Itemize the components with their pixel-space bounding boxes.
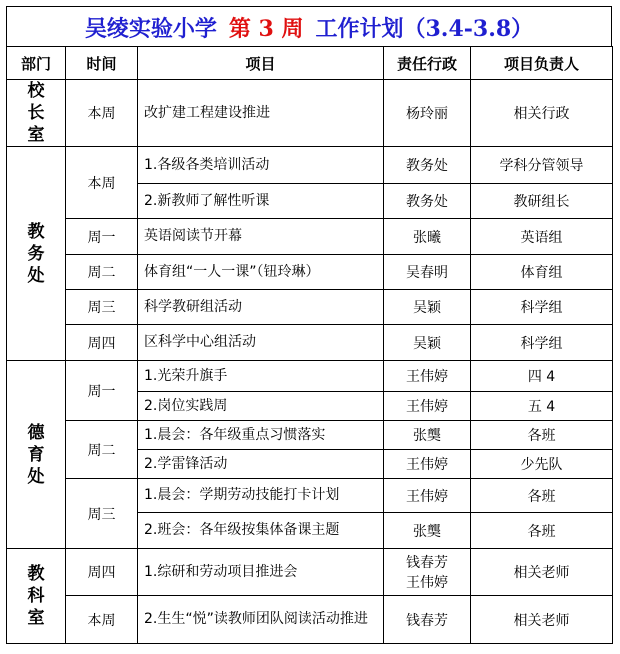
row-time: 周四 (66, 325, 138, 361)
row-item: 1.晨会：学期劳动技能打卡计划 (138, 479, 384, 513)
table-row (7, 361, 613, 392)
dept-moral: 德 育 处 (7, 361, 66, 549)
title-plan: 工作计划（3.4-3.8） (315, 15, 534, 42)
row-owner: 英语组 (471, 219, 613, 255)
document-title (6, 6, 612, 47)
header-dept: 部门 (7, 47, 66, 80)
header-row (7, 47, 613, 80)
row-lead-second: 王伟婷 (406, 575, 448, 591)
table-row (7, 421, 613, 450)
row-lead: 王伟婷 (384, 479, 471, 513)
row-time: 周二 (66, 421, 138, 479)
row-time: 周三 (66, 479, 138, 549)
title-school: 吴绫实验小学 (84, 15, 217, 42)
row-owner: 相关行政 (471, 80, 613, 147)
row-lead: 钱春芳 (384, 596, 471, 644)
row-owner: 少先队 (471, 450, 613, 479)
header-admin: 责任行政 (384, 47, 471, 80)
table-row (7, 479, 613, 513)
row-owner: 各班 (471, 513, 613, 549)
plan-document (6, 6, 612, 644)
row-lead: 吴颖 (384, 290, 471, 325)
row-item: 区科学中心组活动 (138, 325, 384, 361)
row-item: 1.光荣升旗手 (138, 361, 384, 392)
header-time: 时间 (66, 47, 138, 80)
table-row (7, 219, 613, 255)
row-lead: 杨玲丽 (384, 80, 471, 147)
row-time: 周三 (66, 290, 138, 325)
dept-research: 教 科 室 (7, 549, 66, 644)
table-row (7, 549, 613, 596)
row-lead: 张龑 (384, 421, 471, 450)
row-time: 本周 (66, 80, 138, 147)
row-item: 1.各级各类培训活动 (138, 147, 384, 184)
row-lead-multi (384, 549, 471, 596)
row-owner: 四 4 (471, 361, 613, 392)
row-item: 2.岗位实践周 (138, 392, 384, 421)
row-item: 2.学雷锋活动 (138, 450, 384, 479)
title-week: 第 3 周 (228, 15, 304, 42)
row-item: 2.生生“悦”读教师团队阅读活动推进 (138, 596, 384, 644)
row-owner: 相关老师 (471, 596, 613, 644)
row-time: 周一 (66, 219, 138, 255)
row-time: 周一 (66, 361, 138, 421)
row-owner: 各班 (471, 479, 613, 513)
row-lead: 教务处 (384, 184, 471, 219)
row-time: 周二 (66, 255, 138, 290)
row-owner: 教研组长 (471, 184, 613, 219)
row-owner: 学科分管领导 (471, 147, 613, 184)
row-lead: 张龑 (384, 513, 471, 549)
dept-principal: 校 长 室 (7, 80, 66, 147)
row-time: 本周 (66, 596, 138, 644)
row-lead: 王伟婷 (384, 361, 471, 392)
row-item: 体育组“一人一课”（钮玲琳） (138, 255, 384, 290)
row-lead: 张曦 (384, 219, 471, 255)
row-lead: 王伟婷 (384, 450, 471, 479)
table-row (7, 596, 613, 644)
row-item: 英语阅读节开幕 (138, 219, 384, 255)
row-lead: 教务处 (384, 147, 471, 184)
row-time: 本周 (66, 147, 138, 219)
schedule-table (6, 46, 613, 644)
header-item: 项目 (138, 47, 384, 80)
table-row (7, 255, 613, 290)
row-owner: 相关老师 (471, 549, 613, 596)
row-lead: 钱春芳 (406, 555, 448, 571)
row-item: 科学教研组活动 (138, 290, 384, 325)
row-owner: 五 4 (471, 392, 613, 421)
row-item: 2.班会：各年级按集体备课主题 (138, 513, 384, 549)
header-owner: 项目负责人 (471, 47, 613, 80)
row-owner: 科学组 (471, 290, 613, 325)
row-item: 2.新教师了解性听课 (138, 184, 384, 219)
row-owner: 体育组 (471, 255, 613, 290)
row-lead: 吴颖 (384, 325, 471, 361)
row-lead: 王伟婷 (384, 392, 471, 421)
table-row (7, 147, 613, 184)
row-lead: 吴春明 (384, 255, 471, 290)
row-item: 1.晨会：各年级重点习惯落实 (138, 421, 384, 450)
row-owner: 各班 (471, 421, 613, 450)
table-row (7, 290, 613, 325)
row-owner: 科学组 (471, 325, 613, 361)
row-item: 改扩建工程建设推进 (138, 80, 384, 147)
row-item: 1.综研和劳动项目推进会 (138, 549, 384, 596)
row-time: 周四 (66, 549, 138, 596)
table-row (7, 325, 613, 361)
dept-academic: 教 务 处 (7, 147, 66, 361)
table-row (7, 80, 613, 147)
